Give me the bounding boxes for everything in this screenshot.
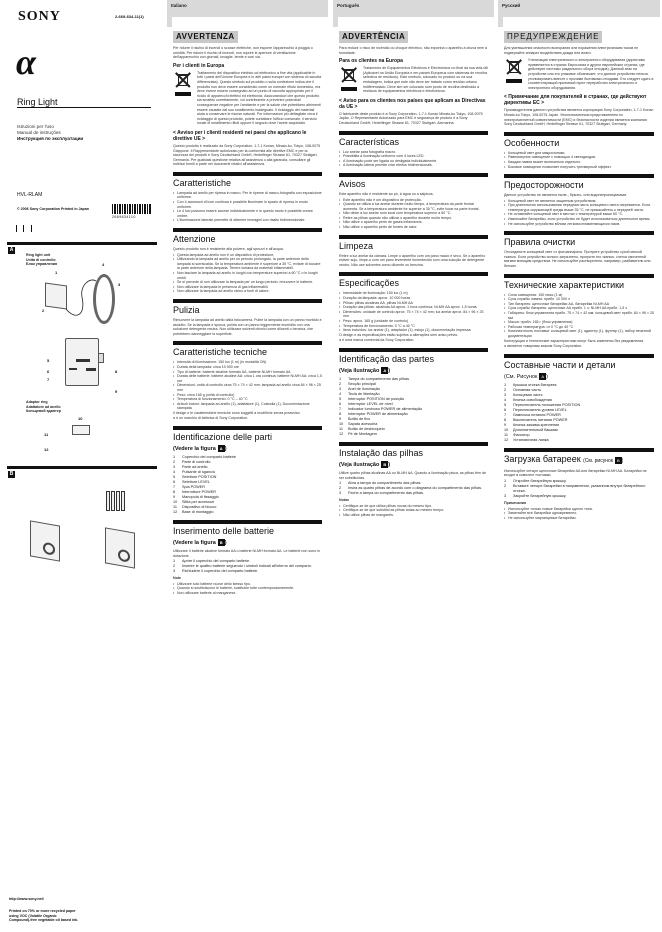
notes-list: • Используйте только новые батарейки одного типа. • Заменяйте все батарейки одновременно. • Не используйте марганцевые батарейки. [504, 507, 654, 521]
copyright: © 2006 Sony Corporation Printed in Japan [17, 207, 89, 211]
battery-title: Загрузка батареек (См. рисунок B ) [504, 453, 624, 464]
features-title: Características [339, 136, 400, 147]
callout-6: 6 [47, 369, 50, 374]
cover-column [0, 0, 160, 932]
battery-steps: 1 Откройте батарейную крышку. 2 Вставьте четыре батарейки в направлении, указанном внутри батарейного отсека. 3 Закройте батарейную крышку. [504, 478, 646, 498]
specs-list: • Сила освещения: 150 люкс (1 м) • Срок службы лампы: прибл. 10 000 ч • Тип батареек: щелочные батарейки AA, батарейки Ni-MH AA • Срок службы батареек: щелочные AA прибл. 1 ч; Ni-MH AA прибл. 1,5 ч • Габариты: блок управления прибл. 75 × 74 × 42 мм; кольцевой свет прибл. 84 × 96 × 25 мм • Масса: прибл. 165 г (блок управления) • Рабочая температура: от 0 °C до 40 °C • Комплектность поставки: кольцевой свет (1), адаптер (1), футляр (1), набор печатной документации [504, 293, 654, 339]
callout-3: 3 [118, 282, 121, 287]
notes-list: • Utilizzare solo batterie nuove dello stesso tipo. • Quando si sostituiscono le batterie, sostituirle tutte contemporaneamente. • Non utilizzare batterie al manganese. [173, 582, 322, 596]
crossed-bin-icon [504, 58, 524, 86]
specs-title: Especificações [339, 278, 400, 289]
eu-notice-title: < Aviso para os clientes nos países que aplicam as Directivas da UE > [339, 97, 486, 110]
language-pt: Manual de instruções [17, 130, 61, 135]
parts-title: Identificação das partes [339, 353, 435, 364]
battery-intro: Utilizzare 4 batterie alcaline formato AA o batterie Ni-MH formato AA. Le batterie non sono in dotazione. [173, 549, 321, 558]
part-code: 2-669-634-11(1) [115, 14, 144, 19]
battery-closed-illustration [30, 520, 60, 561]
notes-list: • Certifique-se de que utiliza pilhas novas do mesmo tipo. • Certifique-se de que substitui as pilhas todas ao mesmo tempo. • Não utilize pilhas de manganês. [339, 504, 488, 518]
italian-column [167, 0, 328, 932]
caution-intro: Questo prodotto non è resistente alla polvere, agli spruzzi e all'acqua. [173, 247, 284, 252]
control-unit-front-illustration [65, 338, 99, 386]
footer-url[interactable]: http://www.sony.net/ [9, 897, 44, 901]
features-title: Caratteristiche [173, 177, 232, 188]
battery-steps: 1 Abra a tampa do compartimento das pilhas. 2 Insira as quatro pilhas de acordo com o diagrama do compartimento das pilhas. 3 Feche a tampa do compartimento das pilhas. [339, 481, 483, 496]
caution-title: Attenzione [173, 234, 216, 245]
russian-column [498, 0, 660, 932]
europe-title: Per i clienti in Europa [173, 62, 225, 69]
eu-notice-title: < Примечание для покупателей в странах, где действуют директивы ЕС > [504, 94, 647, 107]
parts-list: 1 Tampa do compartimento das pilhas 2 Secção principal 3 Anel de iluminação 4 Tecla de libertação 5 Interruptor POSITION de posição 6 Interruptor LEVEL de nível 7 Indicador luminoso POWER de alimentação 8 Interruptor POWER de alimentação 9 Botão de fixo 10 Sapata acessória 11 Botão de desbloqueio 12 Pé de Montagem [339, 376, 423, 436]
europe-text: Утилизация электрического и электронного оборудования (директива применяется в странах Евросоюза и других европейских странах, где действуют системы раздельного сбора отходов). Данный знак на устройстве или его упаковке обозначает, что данное устройство нельзя утилизировать вместе с прочими бытовыми отходами. Его следует сдать в соответствующий приемный пункт переработки электрического и электронного оборудования. [528, 58, 654, 90]
cleaning-title: Правила очистки [504, 237, 576, 248]
figure-a-caption-bottom: Adaptor ring Adattatore ad anello Кольцевой адаптер [26, 400, 61, 414]
callout-7: 7 [47, 377, 50, 382]
parts-list: 1 Coperchio del comparto batterie 2 Parte di controllo 3 Parte ad anello 4 Pulsante di sgancio 5 Selettore POSITION 6 Selettore LEVEL 7 Spia POWER 8 Interruttore POWER 9 Manopola di fissaggio 10 Slitta per accessori 11 Dispositivo di blocco 12 Base di montaggio [173, 455, 237, 515]
weee-block [339, 66, 488, 95]
cleaning-text: Отсоедините кольцевой свет от фотоаппарата. Протрите устройство сухой мягкой тканью. Если устройство сильно загрязнено, протрите его тканью, слегка смоченной мягким моющим средством. Не используйте растворители, например, разбавитель или бензин. [504, 250, 651, 269]
print-marks [16, 225, 32, 232]
trademark: α является товарным знаком Sony Corporation. [504, 344, 583, 349]
callout-8: 8 [115, 369, 118, 374]
figure-b-label: B [9, 471, 14, 477]
caution-list: • Кольцевой свет не является защитным устройством. • При длительном использовании передняя часть кольцевого света нагревается. Если температура окружающей среды выше 35 °C, не прикасайтесь к передней части. • Не оставляйте кольцевой свет в местах с температурой выше 60 °C. • Извлекайте батарейки, если устройство не будет использоваться длительное время. • Не используйте устройство вблизи легковоспламеняющихся газов. [504, 199, 654, 227]
callout-9: 9 [115, 389, 118, 394]
warning-text: Для уменьшения опасности возгорания или поражения электрическим током не подвергайте аппарат воздействию дождя или влаги. [504, 46, 639, 55]
caution-list: • Questa lampada ad anello non è un dispositivo di protezione. • Utilizzando la lampada ad anello per un periodo prolungato, la parte anteriore della lampada si surriscalda. Se la temperatura ambiente è superiore a 35 °C, evitare di toccare la parte anteriore della lampada. Tenere lontana da materiali infiammabili. • Non lasciare la lampada ad anello in luoghi con temperature superiori a 60 °C o in luoghi umidi. • Se si prevede di non utilizzare la lampada per un lungo periodo, rimuovere le batterie. • Non utilizzare la lampada in presenza di gas infiammabili. • Non utilizzare la lampada ad anello vicino a fonti di calore. [173, 253, 322, 294]
callout-1: 1 [55, 270, 58, 275]
warning-text: Per ridurre il rischio di incendi o scosse elettriche, non esporre l'apparecchio a pioggia o umidità. Per ridurre il rischio di incendi, non coprire le aperture di ventilazione dell'apparecchio con giornali, tovaglie, tende e così via. [173, 46, 313, 60]
model-number: HVL-RLAM [17, 192, 43, 198]
figure-a-caption-top: Ring light unit Unità di controllo Блок управления [26, 253, 58, 267]
caution-intro: Este aparelho não é resistente ao pó, à água ou a salpicos. [339, 191, 434, 196]
batteries-illustration [106, 491, 125, 511]
product-title: Ring Light [17, 100, 151, 108]
callout-12: 12 [44, 447, 49, 452]
battery-intro: Utilize quatro pilhas alcalinas AA ou Ni-MH AA. Quando a iluminação pisca, as pilhas têm de ser substituídas. [339, 470, 487, 480]
parts-ref: (Vedere la figura A ) [173, 446, 227, 453]
callout-5: 5 [47, 358, 50, 363]
features-list: • Кольцевой свет для макросъемки. • Равномерное освещение с помощью 4 светодиодов. • Каждая лампа может включаться отдельно. • Боковое освещение позволяет получить трехмерный эффект. [504, 151, 654, 169]
language-it: Istruzioni per l'uso [17, 124, 54, 129]
language-list [17, 124, 83, 142]
specs-note: O design e as especificações estão sujeitos a alterações sem aviso prévio. [339, 332, 459, 337]
notes-title: Note [173, 576, 181, 581]
eu-notice-text: Questo prodotto è realizzato da Sony Corporation, 1-7-1 Konan, Minato-ku, Tokyo, 108-0075 Giappone. Il Rappresentante autorizzato per la conformità alle direttive EMC e per la sicurezza dei prodotti è Sony Deutschland GmbH, Hedelfinger Strasse 61, 70327 Stuttgart, Germania. Per qualsiasi questione relativa all'assistenza o alla garanzia, consultare gli indirizzi forniti a parte nei documenti relativi all'assistenza. [173, 143, 321, 167]
specs-title: Caratteristiche tecniche [173, 347, 268, 358]
trademark: α è un marchio di fabbrica di Sony Corporation. [173, 416, 249, 421]
parts-ref: (Veja ilustração A ) [339, 367, 391, 374]
parts-list: 1 Крышка отсека батареек 2 Основная часть 3 Кольцевая часть 4 Кнопка освобождения 5 Переключатель положения POSITION 6 Переключатель уровня LEVEL 7 Лампочка питания POWER 8 Выключатель питания POWER 9 Кнопка зажима крепления 10 Дополнительный башмак 11 Фиксатор 12 Установочная лапка [504, 382, 581, 442]
weee-block [504, 58, 654, 91]
callout-4: 4 [102, 262, 105, 267]
parts-ref: (См. Рисунок A ) [504, 373, 548, 380]
tab-russkiy: Русский [498, 0, 660, 17]
parts-title: Identificazione delle parti [173, 432, 273, 443]
cleaning-title: Pulizia [173, 304, 200, 315]
notes-title: Notas [339, 498, 349, 503]
battery-intro: Используйте четыре щелочные батарейки AA или батарейки Ni-MH AA. Батарейки не входят в комплект поставки. [504, 468, 647, 478]
caution-list: • Este aparelho não é um dispositivo de protecção. • Quando se utiliza a luz anelar durante muito tempo, a temperatura da parte frontal aumenta. Se a temperatura ambiente for superior a 35 °C, evite tocar na parte frontal. • Não deixe a luz anelar num local com temperatura superior a 60 °C. • Retire as pilhas quando não utilizar o aparelho durante muito tempo. • Não utilize o aparelho perto de gases inflamáveis. • Não utilize o aparelho perto de fontes de calor. [339, 198, 488, 230]
europe-title: Para os clientes na Europa [339, 58, 403, 65]
cable-illustration [60, 275, 100, 325]
europe-text: Tratamento de Equipamentos Eléctricos e Electrónicos no final da sua vida útil (Aplicável na União Europeia e em países Europeus com sistemas de recolha selectiva de resíduos). Este símbolo, colocado no produto ou na sua embalagem, indica que este não deve ser tratado como resíduo urbano indiferenciado. Deve sim ser colocado num ponto de recolha destinado a resíduos de equipamentos eléctricos e electrónicos. [363, 66, 488, 94]
figure-a-label: A [9, 247, 14, 253]
recycled-paper-notice: Printed on 70% or more recycled paper using VOC (Volatile Organic Compound)-free vegetable oil based ink. [9, 909, 79, 922]
eu-notice-text: O fabricante deste produto é a Sony Corporation, 1-7-1 Konan Minato-ku Tokyo, 108-0075 Japão. O Representante Autorizado para EMC e segurança de produto é a Sony Deutschland GmbH, Hedelfinger Strasse 61, 70327 Stuttgart, Alemanha. [339, 111, 483, 125]
warning-title: AVVERTENZA [173, 31, 238, 43]
tab-italiano: Italiano [167, 0, 328, 17]
cleaning-text: Retire a luz anelar da câmara. Limpe o aparelho com um pano macio e seco. Se o aparelho estiver sujo, limpe-o com um pano levemente humedecido com uma solução de detergente neutro. Não use solventes como diluente ou benzina. [339, 253, 486, 267]
dial-illustration [98, 353, 104, 363]
battery-ref: (Vedere la figura B ) [173, 540, 227, 547]
europe-text: Trattamento del dispositivo elettrico od elettronico a fine vita (applicabile in tutti i paesi dell'Unione Europea e in altri paesi europei con sistema di raccolta differenziata). Questo simbolo sul prodotto o sulla confezione indica che il prodotto non deve essere considerato come un normale rifiuto domestico, ma deve invece essere consegnato ad un punto di raccolta appropriato per il riciclo di apparecchi elettrici ed elettronici. Assicurandovi che questo prodotto sia smaltito correttamente, voi contribuirete a prevenire potenziali conseguenze negative per l'ambiente e per la salute che potrebbero altrimenti essere causate dal suo smaltimento inadeguato. Il riciclaggio dei materiali aiuta a conservare le risorse naturali. Per informazioni più dettagliate circa il riciclaggio di questo prodotto, potete contattare l'ufficio comunale, il servizio locale di smaltimento rifiuti oppure il negozio dove l'avete acquistato. [197, 70, 322, 126]
callout-10: 10 [78, 416, 83, 421]
warning-title: ADVERTÊNCIA [339, 31, 408, 43]
caution-title: Предосторожности [504, 180, 584, 191]
specs-list: • Intensità di illuminazione: 150 lux (1 m) (in modalità ON) • Durata della lampada: circa 10 000 ore • Tipo di batterie: batterie alcaline formato AA, batterie Ni-MH formato AA • Durata delle batterie: batterie alcaline AA: circa 1 ora continua; batterie Ni-MH AA: circa 1,5 ore • Dimensioni: unità di controllo circa 75 × 74 × 42 mm; lampada ad anello circa 84 × 96 × 25 mm • Peso: circa 165 g (unità di controllo) • Temperatura di funzionamento: 0 °C – 40 °C • Articoli inclusi: lampada ad anello (1), adattatore (1), Custodia (1), Documentazione stampata [173, 360, 322, 411]
notes-title: Примечания [504, 500, 527, 505]
alpha-logo: α [16, 42, 36, 82]
specs-list: • Intensidade de iluminação: 150 lux (1 m) • Duração da lâmpada: aprox. 10 000 horas • Pilhas: pilhas alcalinas AA, pilhas Ni-MH AA • Duração das pilhas: alcalinas AA aprox. 1 hora contínua; Ni-MH AA aprox. 1,5 horas • Dimensões: unidade de controlo aprox. 75 × 74 × 42 mm; luz anelar aprox. 84 × 96 × 25 mm • Peso: aprox. 165 g (unidade de controlo) • Temperatura de funcionamento: 0 °C a 40 °C • Itens incluídos: luz anelar (1), adaptador (1), estojo (1), documentação impressa [339, 291, 488, 332]
adaptor-illustration [72, 425, 90, 435]
parts-title: Составные части и детали [504, 359, 616, 370]
trademark: α é uma marca comercial da Sony Corporation. [339, 338, 415, 343]
crossed-bin-icon [339, 66, 359, 94]
features-title: Особенности [504, 137, 560, 148]
portuguese-column [333, 0, 494, 932]
callout-11: 11 [44, 432, 49, 437]
cleaning-title: Limpeza [339, 240, 374, 251]
language-ru: Инструкция по эксплуатации [17, 136, 84, 141]
caution-title: Avisos [339, 178, 366, 189]
features-list: • Lampada ad anello per ripresa in macro. Per le riprese di macro-fotografia con esposizione uniforme. • Con 4 accessori di luce continua è possibile illuminare lo spazio di ripresa in modo uniforme. • Le 4 luci possono essere accese individualmente e in questo modo è possibile creare ombre. • L'illuminazione laterale permette di ottenere immagini con risalto tridimensionale. [173, 191, 322, 223]
features-list: • Luz anelar para fotografia macro. • Possibilita a iluminação uniforme com 4 luzes LED. • A iluminação pode ser ligada ou desligada individualmente. • A iluminação lateral permite criar efeitos tridimensionais. [339, 150, 488, 168]
figure-b-divider [7, 466, 157, 469]
battery-steps: 1 Aprire il coperchio del comparto batterie. 2 Inserire le quattro batterie seguendo i simboli indicati all'interno del comparto. 3 Richiudere il coperchio del comparto batterie. [173, 559, 312, 574]
weee-block [173, 71, 322, 127]
caution-intro: Данное устройство не является пыле-, брызго- или водонепроницаемым. [504, 193, 627, 198]
battery-open-illustration [105, 527, 135, 568]
specs-note: Il design e le caratteristiche tecniche sono soggetti a modifiche senza preavviso. [173, 410, 301, 415]
warning-text: Para reduzir o risco de incêndio ou choque eléctrico, não exponha o aparelho à chuva nem à humidade. [339, 46, 488, 55]
battery-title: Instalação das pilhas [339, 447, 424, 458]
barcode-number: 2669634110 [112, 215, 136, 219]
sony-logo: SONY [18, 9, 61, 24]
eu-notice-title: < Avviso per i clienti residenti nei paesi che applicano le direttive UE > [173, 129, 307, 142]
barcode [112, 204, 152, 214]
tab-portugues: Português [333, 0, 494, 17]
figure-a-divider [7, 242, 157, 245]
callout-2: 2 [42, 308, 45, 313]
cleaning-text: Rimuovere la lampada ad anello dalla fotocamera. Pulire la lampada con un panno morbido e asciutto. Se la lampada è sporca, pulirla con un panno leggermente inumidito con una soluzione detergente neutra. Non utilizzare solventi chimici come diluenti o benzina, che potrebbero danneggiare la superficie. [173, 317, 322, 336]
warning-title: ПРЕДУПРЕЖДЕНИЕ [504, 31, 602, 43]
battery-ref: (Veja ilustração B ) [339, 461, 391, 468]
specs-title: Технические характеристики [504, 279, 625, 290]
specs-note: Конструкция и технические характеристики могут быть изменены без уведомления. [504, 338, 645, 343]
crossed-bin-icon [173, 71, 193, 99]
eu-notice-text: Производителем данного устройства является корпорация Sony Corporation, 1-7-1 Konan Minato-ku Tokyo, 108-0075 Japan. Уполномоченным представителем по электромагнитной совместимости (EMC) и безопасности изделия является компания Sony Deutschland GmbH, Hedelfinger Strasse 61, 70327 Stuttgart, Germany. [504, 108, 654, 127]
battery-title: Inserimento delle batterie [173, 526, 275, 537]
